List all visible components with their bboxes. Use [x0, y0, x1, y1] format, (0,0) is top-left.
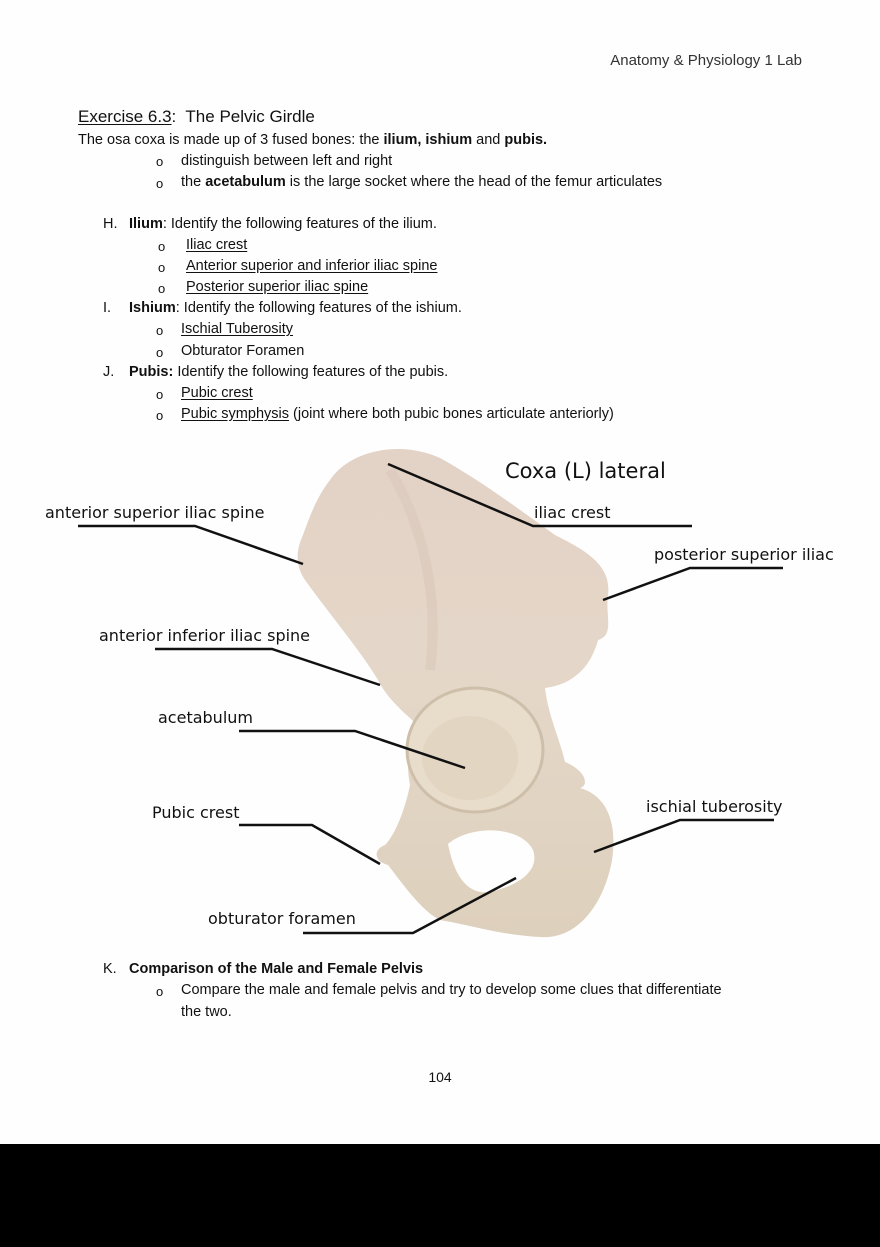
label-ischial-tuberosity: ischial tuberosity	[646, 797, 783, 816]
bullet-icon: o	[156, 984, 164, 999]
ilium-item-1: Iliac crest	[186, 237, 248, 253]
ishium-item-1: Ischial Tuberosity	[181, 321, 294, 337]
bullet-icon: o	[156, 387, 164, 402]
section-letter: J.	[103, 364, 115, 380]
label-obturator-foramen: obturator foramen	[208, 909, 356, 928]
section-ilium-heading: Ilium: Identify the following features of the ilium.	[129, 216, 437, 232]
exercise-name: The Pelvic Girdle	[185, 107, 315, 126]
exercise-title: Exercise 6.3: The Pelvic Girdle	[78, 107, 315, 126]
label-pubic-crest: Pubic crest	[152, 803, 240, 822]
label-psis: posterior superior iliac	[654, 545, 834, 564]
bullet-icon: o	[158, 281, 166, 296]
comparison-bullet-line2: the two.	[181, 1004, 232, 1020]
coxa-lateral-figure	[0, 440, 880, 950]
bullet-icon: o	[156, 323, 164, 338]
ilium-item-3: Posterior superior iliac spine	[186, 279, 369, 295]
bullet-icon: o	[156, 408, 164, 423]
ishium-item-2: Obturator Foramen	[181, 343, 305, 359]
exercise-number: Exercise 6.3	[78, 107, 172, 126]
label-asis: anterior superior iliac spine	[45, 503, 265, 522]
bullet-icon: o	[158, 260, 166, 275]
bullet-icon: o	[156, 154, 164, 169]
running-header: Anatomy & Physiology 1 Lab	[610, 52, 802, 69]
bullet-icon: o	[156, 176, 164, 191]
section-letter: I.	[103, 300, 112, 316]
figure-title: Coxa (L) lateral	[505, 459, 666, 483]
section-ishium-heading: Ishium: Identify the following features of the ishium.	[129, 300, 462, 316]
label-aiis: anterior inferior iliac spine	[99, 626, 311, 645]
intro-text: The osa coxa is made up of 3 fused bones: the ilium, ishium and pubis.	[78, 132, 548, 148]
bullet-icon: o	[156, 345, 164, 360]
bullet-icon: o	[158, 239, 166, 254]
intro-bullet-2: the acetabulum is the large socket where the head of the femur articulates	[181, 174, 663, 190]
section-letter: K.	[103, 961, 117, 977]
page-number: 104	[428, 1069, 452, 1085]
intro-bullet-1: distinguish between left and right	[181, 153, 393, 169]
pubis-item-1: Pubic crest	[181, 385, 253, 401]
label-acetabulum: acetabulum	[158, 708, 253, 727]
ilium-item-2: Anterior superior and inferior iliac spine	[186, 258, 438, 274]
pubis-item-2: Pubic symphysis (joint where both pubic bones articulate anteriorly)	[181, 406, 614, 422]
section-comparison-heading: Comparison of the Male and Female Pelvis	[129, 961, 424, 977]
section-pubis-heading: Pubis: Identify the following features of the pubis.	[129, 364, 449, 380]
comparison-bullet-line1: Compare the male and female pelvis and try to develop some clues that differentiate	[181, 982, 722, 998]
label-iliac-crest: iliac crest	[534, 503, 611, 522]
section-letter: H.	[103, 216, 118, 232]
